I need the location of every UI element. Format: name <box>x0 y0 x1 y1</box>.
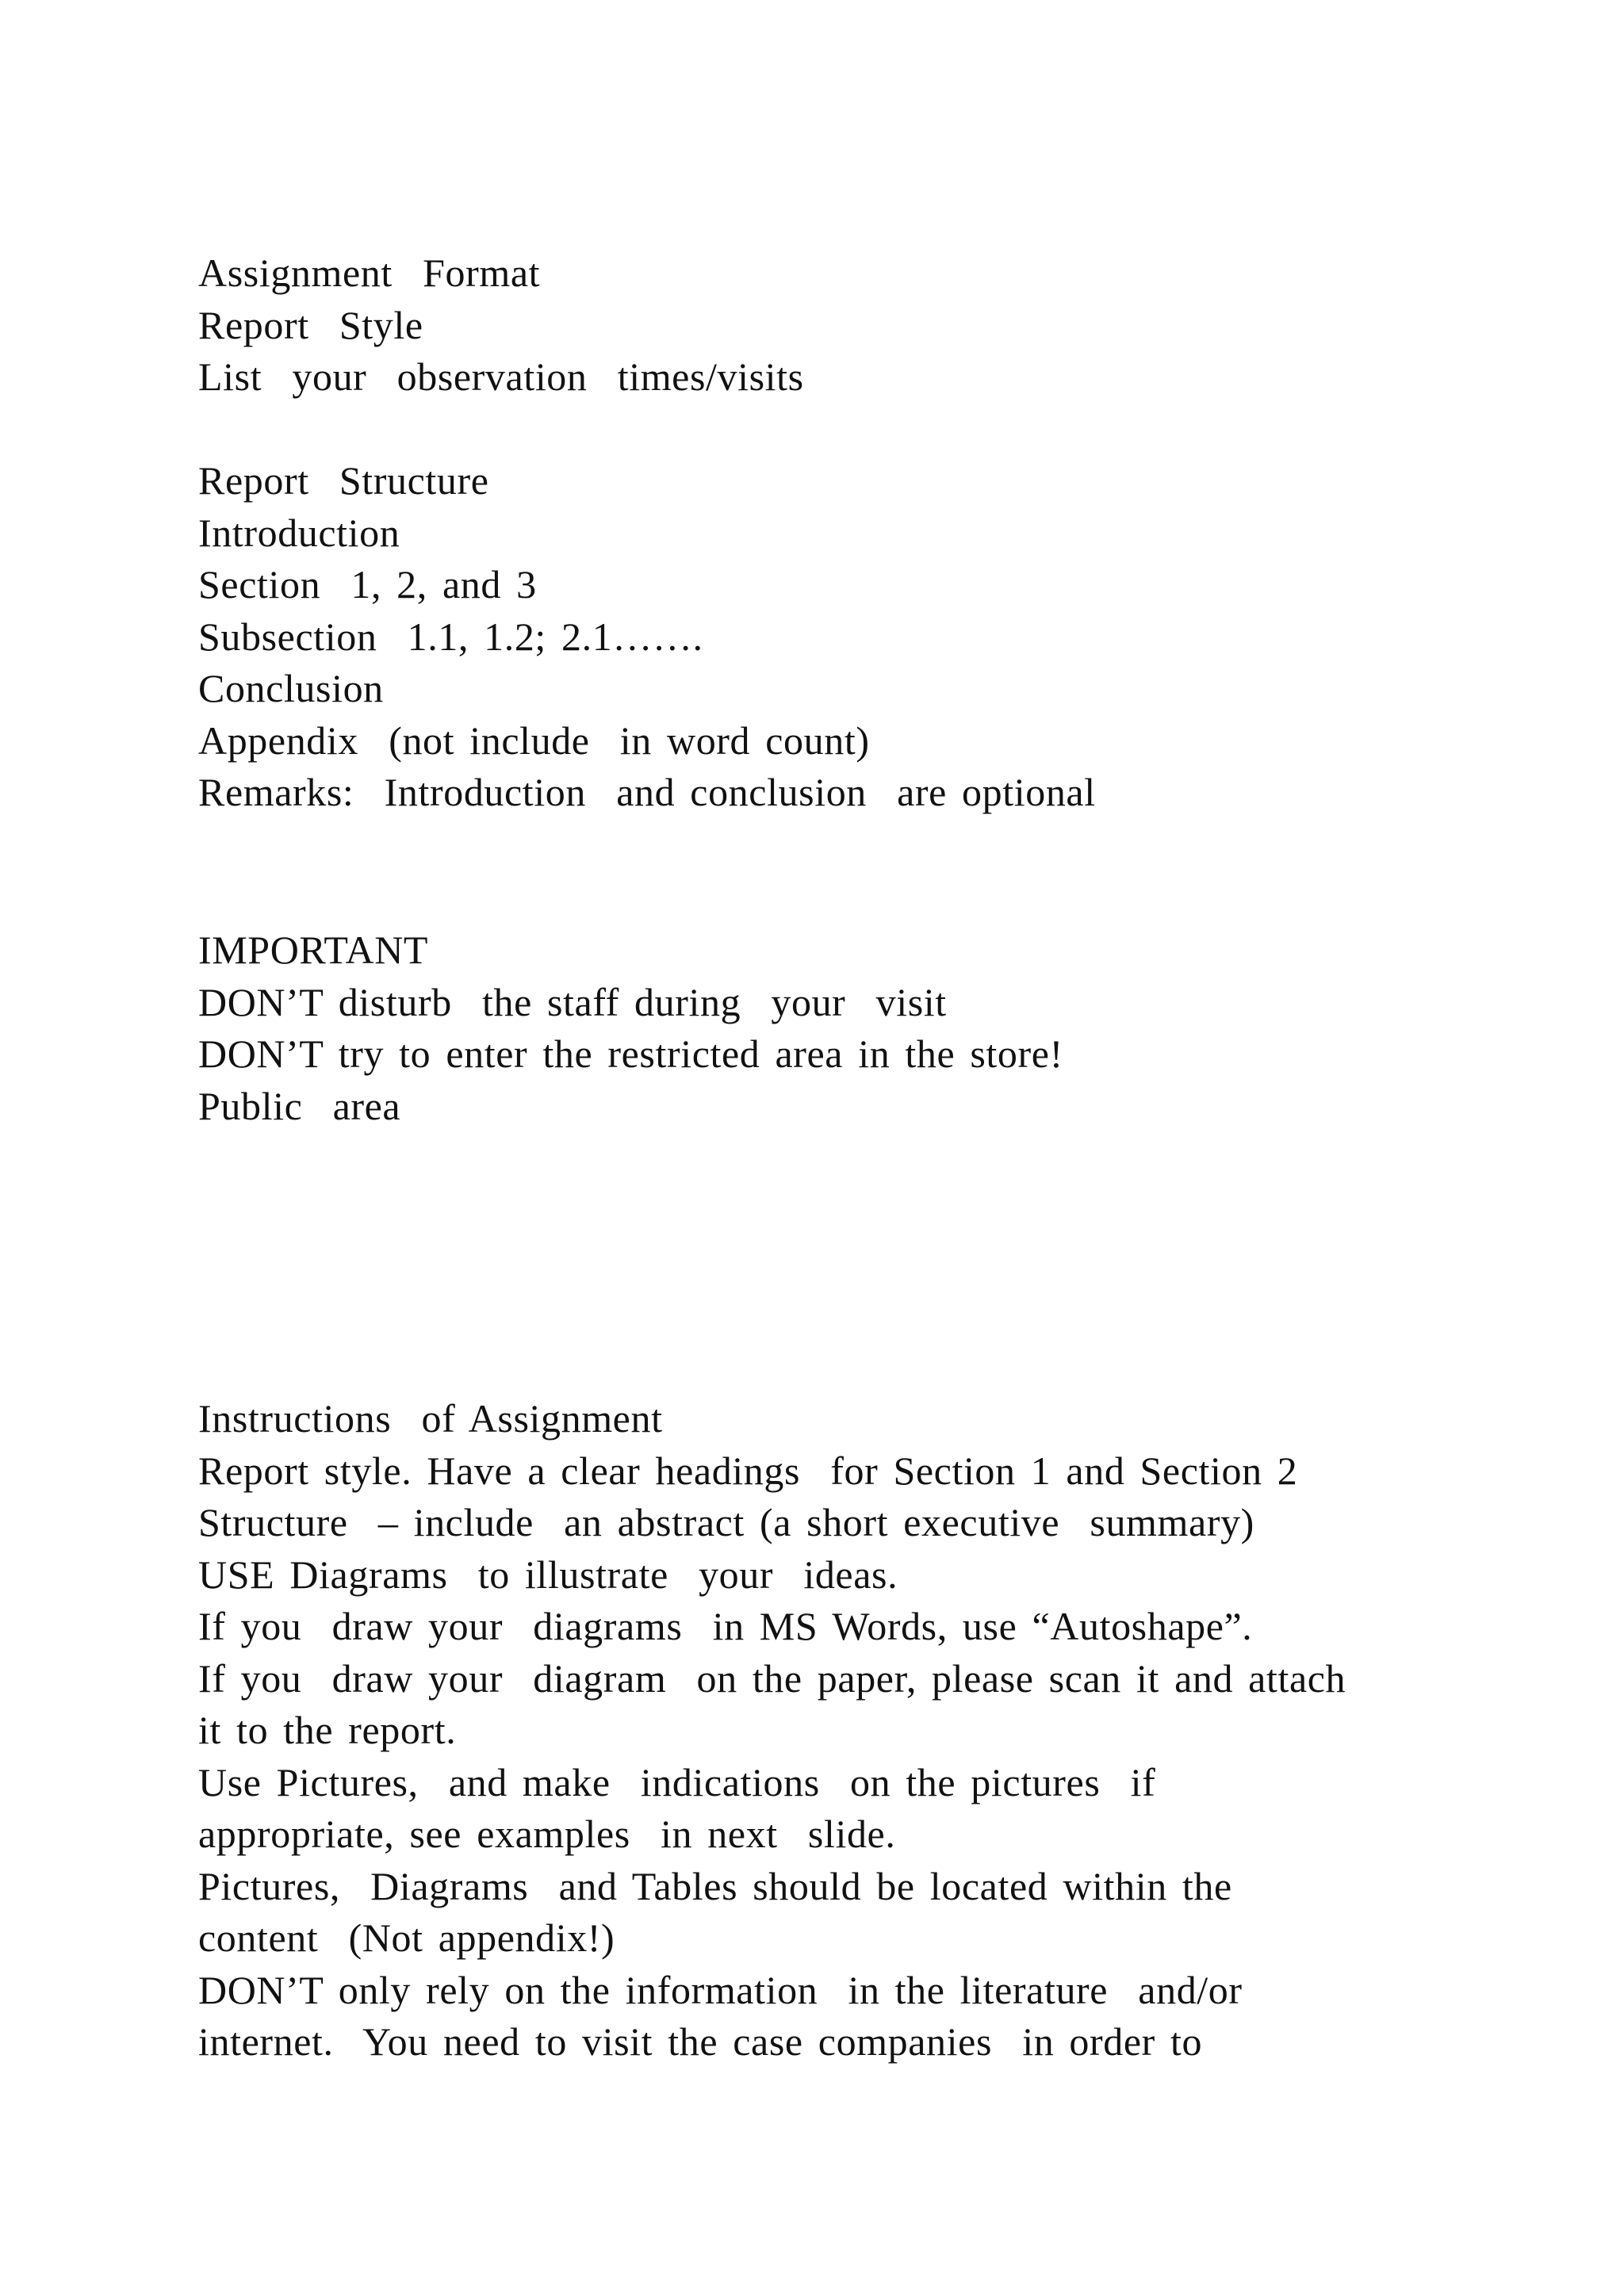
structure-line: Appendix (not include in word count) <box>198 718 870 763</box>
instructions-line: USE Diagrams to illustrate your ideas. <box>198 1552 898 1597</box>
structure-line: Subsection 1.1, 1.2; 2.1……. <box>198 614 703 659</box>
instructions-line: Structure – include an abstract (a short executive summary) <box>198 1500 1254 1544</box>
instructions-line: If you draw your diagrams in MS Words, use “Autoshape”. <box>198 1604 1253 1648</box>
instructions-line: DON’T only rely on the information in the literature and/or <box>198 1967 1243 2012</box>
instructions-line: Report style. Have a clear headings for Section 1 and Section 2 <box>198 1448 1298 1493</box>
format-heading: Assignment Format <box>198 251 541 295</box>
structure-line: Conclusion <box>198 666 384 710</box>
structure-line: Introduction <box>198 510 400 555</box>
instructions-line: Pictures, Diagrams and Tables should be located within the <box>198 1863 1232 1908</box>
assignment-format-section <box>198 247 1499 819</box>
structure-heading: Report Structure <box>198 458 489 503</box>
format-line: Report Style <box>198 302 423 347</box>
instructions-line: internet. You need to visit the case companies in order to <box>198 2019 1203 2064</box>
structure-line: Section 1, 2, and 3 <box>198 562 537 607</box>
instructions-line: content (Not appendix!) <box>198 1915 615 1960</box>
important-section <box>198 924 1499 1132</box>
instructions-section <box>198 1393 1499 2068</box>
format-line: List your observation times/visits <box>198 354 804 399</box>
important-line: DON’T try to enter the restricted area in the store! <box>198 1031 1063 1076</box>
remarks-line: Remarks: Introduction and conclusion are optional <box>198 770 1096 814</box>
blank-line <box>198 404 1499 456</box>
instructions-heading: Instructions of Assignment <box>198 1396 663 1441</box>
important-line: DON’T disturb the staff during your visit <box>198 979 947 1024</box>
instructions-line: it to the report. <box>198 1708 457 1752</box>
instructions-line: If you draw your diagram on the paper, please scan it and attach <box>198 1655 1346 1701</box>
important-heading: IMPORTANT <box>198 928 429 972</box>
instructions-line: Use Pictures, and make indications on the pictures if <box>198 1759 1156 1804</box>
instructions-line: appropriate, see examples in next slide. <box>198 1812 896 1856</box>
important-line: Public area <box>198 1083 401 1128</box>
